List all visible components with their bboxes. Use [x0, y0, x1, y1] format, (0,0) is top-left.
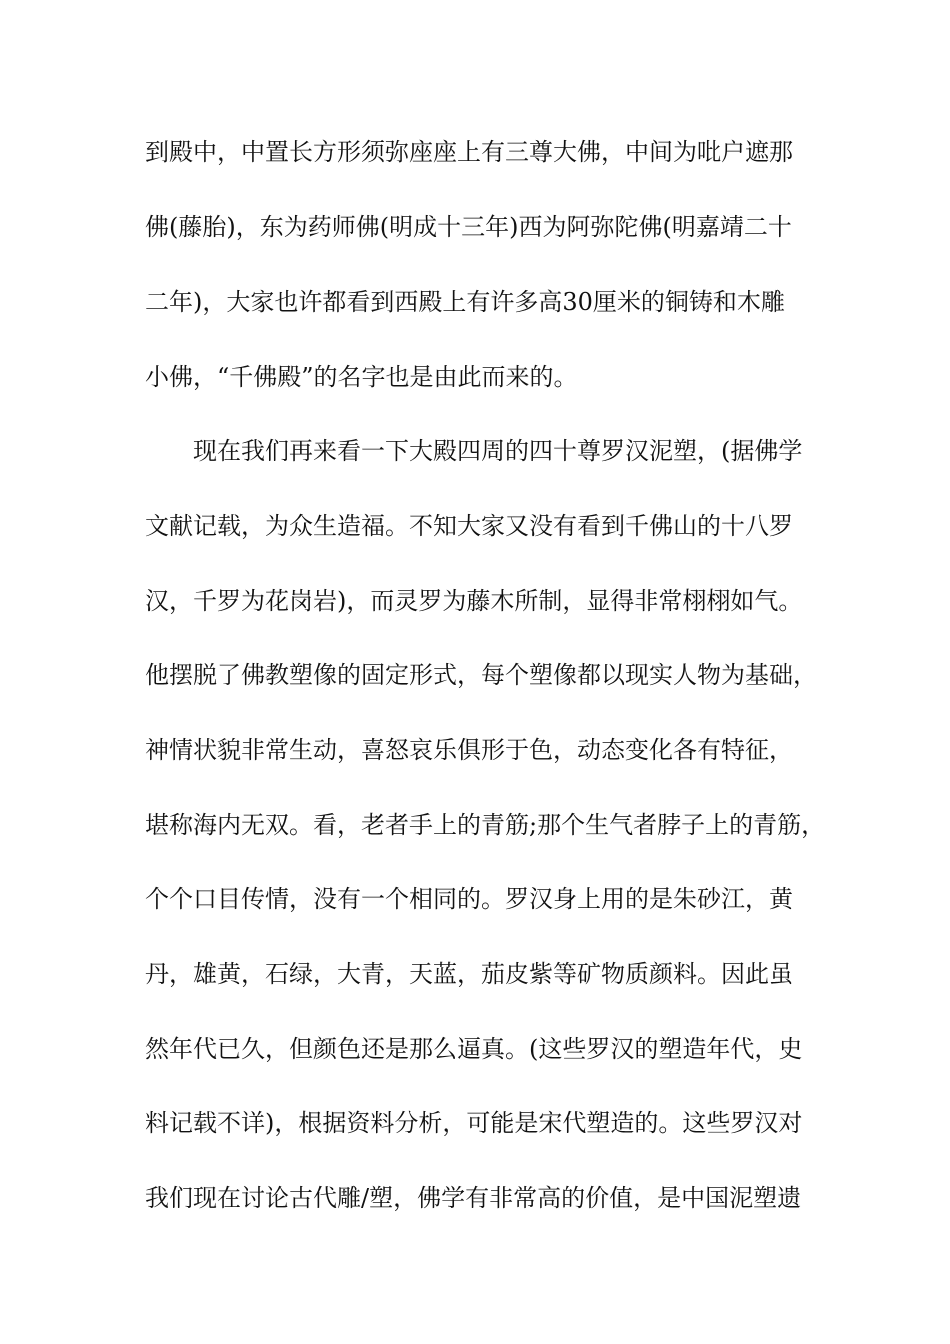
text-line: 到殿中，中置长方形须弥座座上有三尊大佛，中间为吡户遮那	[145, 138, 793, 166]
text-line: 个个口目传情，没有一个相同的。罗汉身上用的是朱砂江，黄	[145, 885, 793, 913]
text-line: 小佛，“千佛殿”的名字也是由此而来的。	[145, 363, 578, 391]
text-line: 神情状貌非常生动，喜怒哀乐俱形于色，动态变化各有特征，	[145, 736, 793, 764]
text-line: 文献记载，为众生造福。不知大家又没有看到千佛山的十八罗	[145, 512, 793, 540]
text-line: 汉，千罗为花岗岩)，而灵罗为藤木所制，显得非常栩栩如气。	[145, 587, 803, 615]
text-line: 佛(藤胎)，东为药师佛(明成十三年)西为阿弥陀佛(明嘉靖二十	[145, 213, 792, 241]
paragraph-first-line: 现在我们再来看一下大殿四周的四十尊罗汉泥塑，(据佛学	[193, 437, 803, 465]
text-line: 料记载不详)，根据资料分析，可能是宋代塑造的。这些罗汉对	[145, 1109, 803, 1137]
text-line: 然年代已久，但颜色还是那么逼真。(这些罗汉的塑造年代，史	[145, 1035, 803, 1063]
text-line: 我们现在讨论古代雕/塑，佛学有非常高的价值，是中国泥塑遗	[145, 1184, 802, 1212]
text-line: 堪称海内无双。看，老者手上的青筋;那个生气者脖子上的青筋，	[145, 811, 826, 839]
text-line: 二年)，大家也许都看到西殿上有许多高30厘米的铜铸和木雕	[145, 288, 785, 316]
text-line: 丹，雄黄，石绿，大青，天蓝，茄皮紫等矿物质颜料。因此虽	[145, 960, 793, 988]
text-line: 他摆脱了佛教塑像的固定形式，每个塑像都以现实人物为基础，	[145, 661, 817, 689]
